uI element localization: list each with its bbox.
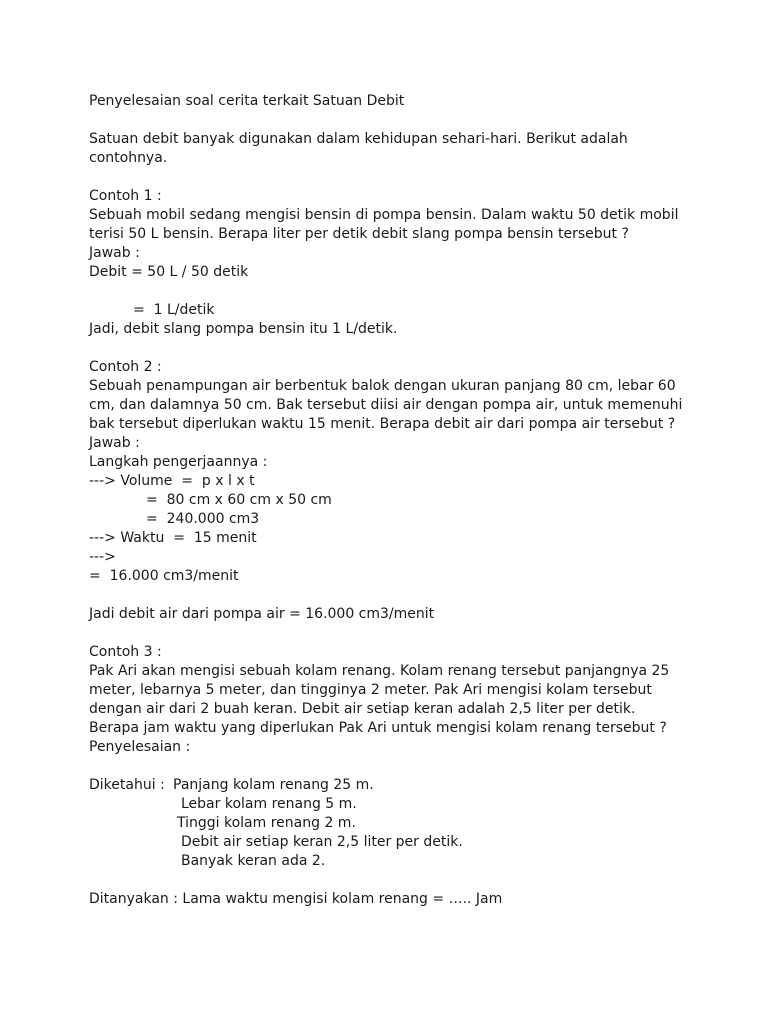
example-3-known-label: Diketahui : — [89, 777, 165, 793]
example-3-known-item-2: Lebar kolam renang 5 m. — [181, 796, 357, 812]
example-2-question-line-2: cm, dan dalamnya 50 cm. Bak tersebut diisi air dengan pompa air, untuk memenuhi — [89, 397, 683, 413]
example-1-heading: Contoh 1 : — [89, 188, 162, 204]
example-1-question-line-1: Sebuah mobil sedang mengisi bensin di pompa bensin. Dalam waktu 50 detik mobil — [89, 207, 679, 223]
example-3-solution-label: Penyelesaian : — [89, 739, 191, 755]
example-2-question-line-1: Sebuah penampungan air berbentuk balok dengan ukuran panjang 80 cm, lebar 60 — [89, 378, 676, 394]
example-3-question-line-2: meter, lebarnya 5 meter, dan tingginya 2 meter. Pak Ari mengisi kolam tersebut — [89, 682, 652, 698]
intro-line-1: Satuan debit banyak digunakan dalam kehidupan sehari-hari. Berikut adalah — [89, 131, 628, 147]
example-2-result-line: = 16.000 cm3/menit — [89, 568, 239, 584]
example-3-question-line-4: Berapa jam waktu yang diperlukan Pak Ari untuk mengisi kolam renang tersebut ? — [89, 720, 667, 736]
example-2-question-line-3: bak tersebut diperlukan waktu 15 menit. Berapa debit air dari pompa air tersebut ? — [89, 416, 676, 432]
example-1-step-2: = 1 L/detik — [133, 302, 215, 318]
example-3-known-item-4: Debit air setiap keran 2,5 liter per detik. — [181, 834, 463, 850]
example-2-volume-step-2: = 240.000 cm3 — [146, 511, 260, 527]
example-2-arrow-line: ---> — [89, 549, 116, 565]
example-3-heading: Contoh 3 : — [89, 644, 162, 660]
example-3-asked: Ditanyakan : Lama waktu mengisi kolam renang = ….. Jam — [89, 891, 503, 907]
example-2-volume-step-1: = 80 cm x 60 cm x 50 cm — [146, 492, 332, 508]
example-2-conclusion: Jadi debit air dari pompa air = 16.000 cm3/menit — [89, 606, 435, 622]
example-1-step-1: Debit = 50 L / 50 detik — [89, 264, 249, 280]
example-3-known-item-1: Panjang kolam renang 25 m. — [173, 777, 374, 793]
example-3-question-line-3: dengan air dari 2 buah keran. Debit air setiap keran adalah 2,5 liter per detik. — [89, 701, 636, 717]
example-3-question-line-1: Pak Ari akan mengisi sebuah kolam renang. Kolam renang tersebut panjangnya 25 — [89, 663, 670, 679]
example-1-answer-label: Jawab : — [89, 245, 140, 261]
example-1-conclusion: Jadi, debit slang pompa bensin itu 1 L/detik. — [89, 321, 398, 337]
example-3-known-item-5: Banyak keran ada 2. — [181, 853, 326, 869]
document-title: Penyelesaian soal cerita terkait Satuan Debit — [89, 93, 405, 109]
example-3-known-item-3: Tinggi kolam renang 2 m. — [177, 815, 356, 831]
intro-line-2: contohnya. — [89, 150, 168, 166]
example-1-question-line-2: terisi 50 L bensin. Berapa liter per detik debit slang pompa bensin tersebut ? — [89, 226, 629, 242]
example-2-volume-line: ---> Volume = p x l x t — [89, 473, 255, 489]
example-2-time-line: ---> Waktu = 15 menit — [89, 530, 257, 546]
example-2-answer-label: Jawab : — [89, 435, 140, 451]
example-2-heading: Contoh 2 : — [89, 359, 162, 375]
example-2-steps-label: Langkah pengerjaannya : — [89, 454, 268, 470]
